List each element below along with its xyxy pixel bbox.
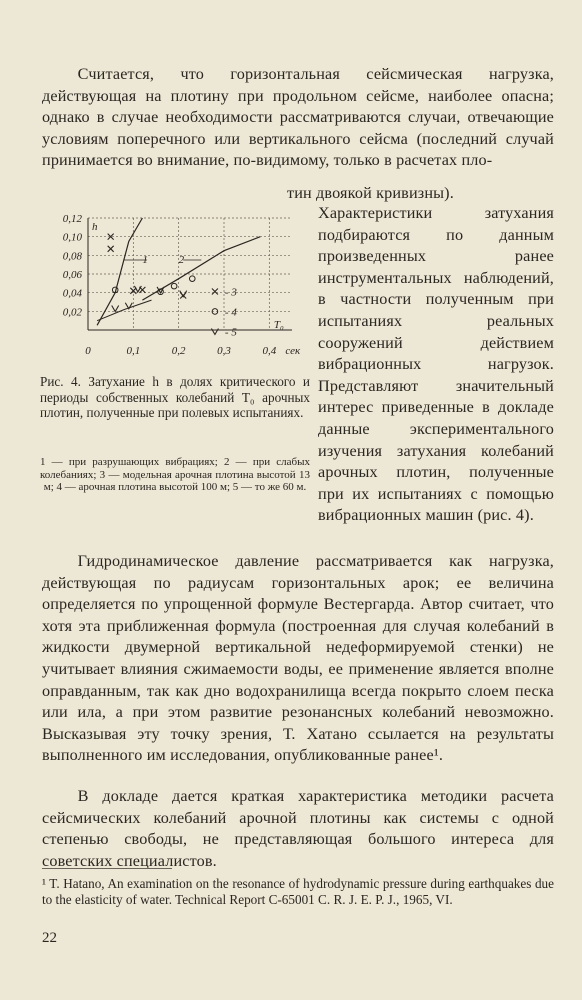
figure-4-chart	[40, 210, 310, 370]
paragraph-1	[42, 64, 554, 172]
curve-2	[142, 237, 260, 300]
data-point-series-5	[125, 303, 132, 309]
figure-legend: 1 — при разрушающих вибрациях; 2 — при слабых колебаниях; 3 — модельная арочная плотина высотой 13 м; 4 — арочная плотина высотой 100 м; 5 — то же 60 м.	[40, 456, 310, 493]
paragraph-1-end: тин двоякой кривизны).	[287, 184, 454, 202]
legend-marker-x	[212, 288, 218, 294]
period-label: T₀	[273, 319, 284, 332]
column-text: Характеристики затухания подбираются по данным произведенных ранее инструментальных наблюдений, в частности полученным при испытаниях реальных сооружений действием вибрационных нагрузок. Представляют значительный интерес приведенные в докладе данные экспериментального изучения затухания колебаний арочных плотин, полученные при их испытаниях с помощью вибрационных машин (рис. 4).	[318, 204, 554, 525]
footnote: ¹ T. Hatano, An examination on the resonance of hydrodynamic pressure during earthquakes due to the elasticity of water. Technical Report C-65001 C. R. J. E. P. J., 1965, VI.	[42, 876, 554, 907]
x-axis-unit: сек	[285, 345, 301, 357]
damping-chart	[40, 210, 310, 370]
curve-1	[97, 218, 142, 325]
y-tick-label: 0,02	[62, 306, 82, 319]
paragraph-3: В докладе дается краткая характеристика методики расчета сейсмических колебаний арочной плотины как системы с одной степенью свободы, не представляющая большого интереса для советских специалистов.	[42, 787, 554, 870]
data-point-series-5	[112, 306, 119, 312]
legend-label: - 3	[224, 286, 237, 299]
page-number: 22	[42, 930, 57, 946]
y-tick-label: 0,06	[62, 269, 82, 281]
legend-label: - 5	[224, 326, 237, 339]
y-axis-label: h	[92, 221, 98, 233]
paragraph-2: Гидродинамическое давление рассматривается как нагрузка, действующая по радиусам горизонтальных арок; ее величина определяется по упрощенной формуле Вестергарда. Автор считает, что хотя эта приближенная формула (построенная для случая колебаний в жидкости двумерной вертикальной недеформируемой стенки) не учитывает влияния сжимаемости воды, ее применение является вполне оправданным, так как дно водохранилища всегда покрыто слоем песка или ила, а при этом развитие резонансных колебаний невозможно. Высказывая эту точку зрения, Т. Хатано ссылается на результаты выполненного им исследования, опубликованные ранее¹.	[42, 552, 554, 765]
data-point-series-3	[108, 246, 114, 252]
x-tick-label: 0,3	[217, 345, 231, 357]
y-tick-label: 0,10	[62, 231, 82, 244]
footnote-rule	[42, 868, 172, 869]
y-tick-label: 0,04	[62, 287, 82, 300]
paragraph-1-text: Считается, что горизонтальная сейсмическая нагрузка, действующая на плотину при продольном сейсме, наиболее опасна; однако в случае необходимости рассматриваются случаи, отвечающие условиям поперечного или вертикального сейсма (последний случай принимается во внимание, по-видимому, только в расчетах пло-	[42, 65, 554, 170]
x-tick-label: 0,4	[262, 345, 277, 357]
legend-marker-v	[211, 328, 218, 334]
x-tick-label: 0	[85, 345, 91, 357]
data-point-series-4	[189, 276, 195, 282]
y-tick-label: 0,12	[62, 213, 82, 225]
curve-1-label: 1	[142, 253, 148, 266]
x-tick-label: 0,1	[126, 345, 141, 357]
legend-label: - 4	[224, 306, 237, 319]
curve-2-label: 2	[178, 253, 185, 266]
data-point-series-4	[171, 283, 177, 289]
figure-caption: Рис. 4. Затухание h в долях критического и периоды собственных колебаний T₀ арочных плотин, полученные при полевых испытаниях.	[40, 374, 310, 421]
y-tick-label: 0,08	[62, 250, 82, 263]
x-tick-label: 0,2	[171, 345, 186, 357]
